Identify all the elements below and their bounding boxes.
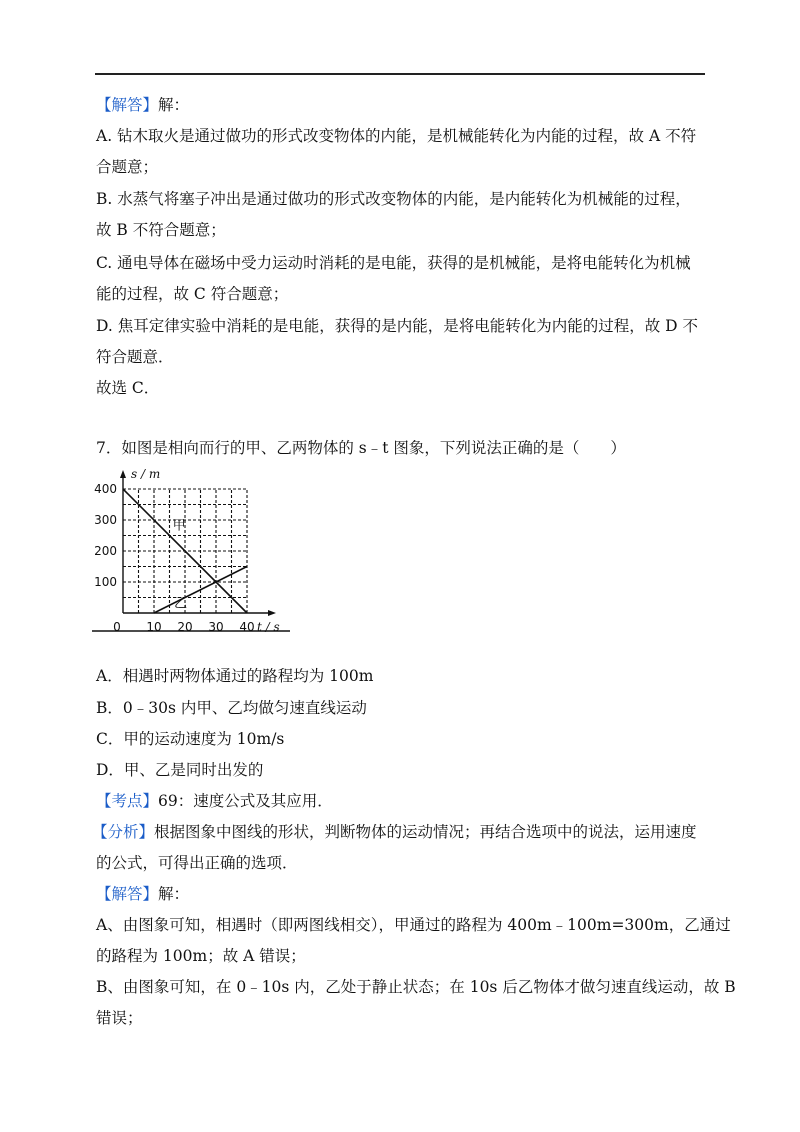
sec1-line-d1: D. 焦耳定律实验中消耗的是电能，获得的是内能，是将电能转化为内能的过程，故 D 不 [96,317,699,335]
answer-head-text: 解： [158,96,190,114]
st-graph [92,466,292,636]
y-axis-label: s / m [131,467,161,481]
option-b: B．0﹣30s 内甲、乙均做匀速直线运动 [96,699,367,717]
top-rule [95,73,705,75]
sec2-line-b2: 错误； [96,1009,143,1027]
sec1-line-d2: 符合题意． [96,348,174,366]
fenxi-line-1 [92,822,697,842]
sec1-choose: 故选 C． [96,379,160,397]
kaodian-text: 69：速度公式及其应用． [158,792,333,810]
sec2-line-a2: 的路程为 100m；故 A 错误； [96,947,306,965]
sec1-line-a1: A. 钻木取火是通过做功的形式改变物体的内能，是机械能转化为内能的过程，故 A 不符 [96,127,697,145]
sec1-line-b2: 故 B 不符合题意； [96,221,226,239]
series-label-jia: 甲 [172,518,186,534]
sec1-line-a2: 合题意； [96,158,159,176]
option-a: A．相遇时两物体通过的路程均为 100m [96,667,374,685]
x-axis-arrow [268,610,276,616]
sec2-line-a1: A、由图象可知，相遇时（即两图线相交），甲通过的路程为 400m﹣100m=300m，乙通过 [96,916,731,934]
y-tick-label: 400 [94,482,117,496]
fenxi-tag: 【分析】 [92,823,155,841]
sec1-line-c1: C. 通电导体在磁场中受力运动时消耗的是电能，获得的是机械能，是将电能转化为机械 [96,254,691,272]
question-stem: 7．如图是相向而行的甲、乙两物体的 s﹣t 图象，下列说法正确的是（ ） [96,439,626,457]
series-label-yi: 乙 [174,596,188,612]
y-tick-label: 200 [94,544,117,558]
y-tick-label: 300 [94,513,117,527]
answer-heading-1 [96,95,189,115]
y-tick-label: 100 [94,575,117,589]
x-tick-label: 0 [113,620,121,634]
y-axis-arrow [120,470,126,478]
option-c: C．甲的运动速度为 10m/s [96,730,285,748]
kaodian-line [96,791,333,811]
answer-tag: 【解答】 [96,96,159,114]
kaodian-tag: 【考点】 [96,792,159,810]
x-axis-label: t / s [257,620,280,634]
answer-heading-2 [96,884,189,904]
x-tick-label: 20 [177,620,193,634]
x-tick-label: 10 [146,620,162,634]
answer-tag-2: 【解答】 [96,885,159,903]
fenxi-text-1: 根据图象中图线的形状，判断物体的运动情况；再结合选项中的说法，运用速度 [154,823,697,841]
option-d: D．甲、乙是同时出发的 [96,761,264,779]
x-tick-label: 30 [208,620,224,634]
answer-head-text-2: 解： [158,885,190,903]
x-tick-label: 40 [239,620,255,634]
fenxi-line-2: 的公式，可得出正确的选项． [96,854,298,872]
sec1-line-c2: 能的过程，故 C 符合题意； [96,285,289,303]
sec1-line-b1: B. 水蒸气将塞子冲出是通过做功的形式改变物体的内能，是内能转化为机械能的过程， [96,190,691,208]
sec2-line-b1: B、由图象可知，在 0﹣10s 内，乙处于静止状态；在 10s 后乙物体才做匀速直线运动，故 B [96,978,736,996]
